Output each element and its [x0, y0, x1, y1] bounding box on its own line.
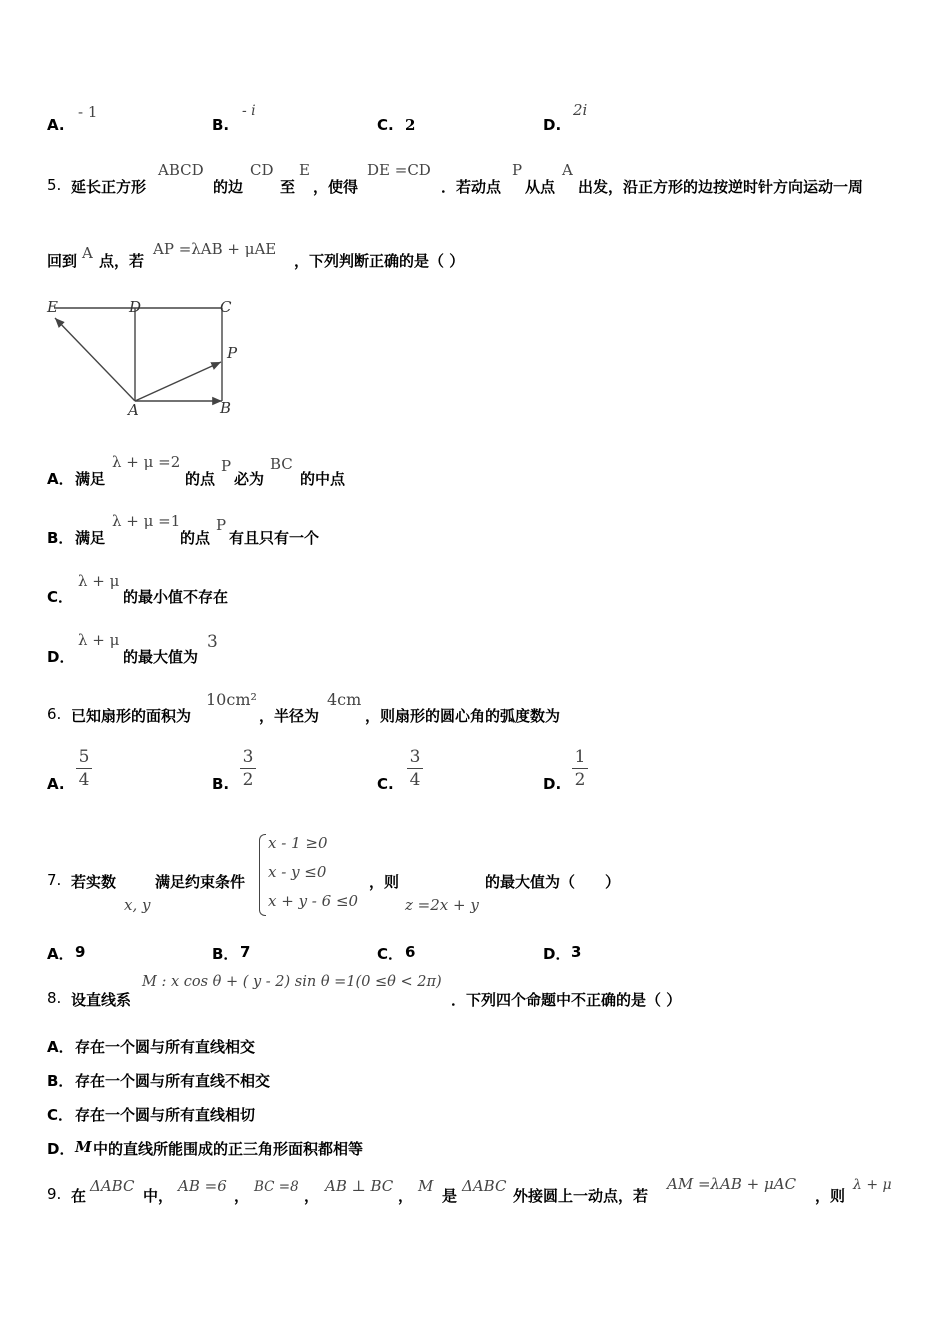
q5-math: A: [562, 161, 573, 179]
q7-math: x, y: [124, 896, 151, 914]
q6-option-b-fraction: [236, 747, 260, 790]
q9-math: AB =6: [178, 1177, 227, 1195]
q5-math: AP =λAB + μAE: [153, 240, 277, 258]
q7-option-a-label: A．: [47, 945, 74, 963]
q5-option-text: 满足: [75, 529, 106, 547]
numerator: 1: [574, 747, 586, 767]
numerator: 3: [242, 747, 254, 767]
q7-option-d-value: 3: [571, 943, 582, 961]
q5-option-c-label: C．: [47, 588, 74, 606]
q5-option-a-label: A．: [47, 470, 74, 488]
q9-text: 外接圆上一动点，若: [513, 1187, 649, 1205]
q9-math: λ + μ: [853, 1177, 892, 1193]
q7-math: z =2x + y: [405, 896, 479, 914]
q7-option-d-label: D．: [543, 945, 571, 963]
q6-text: 已知扇形的面积为: [71, 707, 192, 725]
q7-constraint: x - y ≤0: [268, 863, 327, 881]
q5-math: A: [82, 244, 93, 262]
q4-option-b-value: - i: [242, 103, 256, 119]
q8-option-d-text: 中的直线所能围成的正三角形面积都相等: [93, 1140, 364, 1158]
q4-option-a-label: A.: [47, 116, 65, 134]
q5-option-text: 的点: [180, 529, 211, 547]
q5-option-math: λ + μ: [78, 631, 120, 649]
q8-option-d-m: M: [75, 1138, 92, 1156]
q5-option-text: 的点: [185, 470, 216, 488]
q5-math: CD: [250, 161, 274, 179]
q4-option-d-value: 2i: [573, 101, 588, 119]
q7-option-b-value: 7: [240, 943, 251, 961]
label-p: P: [227, 344, 238, 362]
q5-text: ，下列判断正确的是（ ）: [294, 252, 465, 270]
q6-option-c-label: C.: [377, 775, 394, 793]
q8-option-b-text: 存在一个圆与所有直线不相交: [75, 1072, 271, 1090]
q8-option-b-label: B．: [47, 1072, 74, 1090]
q7-text: ，则: [369, 873, 400, 891]
q8-text: 设直线系: [71, 991, 132, 1009]
q5-text: 从点: [525, 178, 556, 196]
q5-option-math: BC: [270, 455, 293, 473]
denominator: 4: [409, 770, 421, 790]
q6-option-a-label: A.: [47, 775, 65, 793]
q5-text: 点，若: [99, 252, 145, 270]
label-e: E: [47, 298, 58, 316]
q5-text: 出发，沿正方形的边按逆时针方向运动一周: [578, 178, 864, 196]
q5-option-text: 的中点: [300, 470, 346, 488]
q7-number: 7.: [47, 871, 62, 889]
q7-text: 满足约束条件: [155, 873, 246, 891]
q9-math: ΔABC: [462, 1177, 507, 1195]
q5-number: 5.: [47, 176, 62, 194]
q8-math: M : x cos θ + ( y - 2) sin θ =1(0 ≤θ < 2π): [142, 974, 442, 990]
q5-option-math: λ + μ =1: [112, 512, 181, 530]
q9-math: M: [418, 1177, 434, 1195]
q8-option-d-label: D．: [47, 1140, 75, 1158]
q5-option-math: 3: [207, 632, 218, 652]
denominator: 4: [78, 770, 90, 790]
q7-constraint: x - 1 ≥0: [268, 834, 328, 852]
q8-option-a-label: A．: [47, 1038, 74, 1056]
q9-math: AM =λAB + μAC: [667, 1175, 797, 1193]
q6-math: 4cm: [327, 690, 362, 709]
q9-text: ，: [398, 1187, 414, 1205]
q7-option-b-label: B．: [212, 945, 239, 963]
q4-option-a-value: - 1: [78, 103, 98, 121]
q8-number: 8.: [47, 989, 62, 1007]
q6-number: 6.: [47, 705, 62, 723]
q8-option-c-label: C．: [47, 1106, 74, 1124]
q4-option-c-value: 2: [405, 116, 416, 134]
q6-option-c-fraction: [403, 747, 427, 790]
label-c: C: [220, 298, 232, 316]
q7-option-c-value: 6: [405, 943, 416, 961]
q9-text: ，: [304, 1187, 320, 1205]
q5-text: 延长正方形: [71, 178, 147, 196]
q8-option-c-text: 存在一个圆与所有直线相切: [75, 1106, 256, 1124]
q6-option-d-fraction: [568, 747, 592, 790]
q7-option-a-value: 9: [75, 943, 86, 961]
q5-option-text: 的最大值为: [123, 648, 199, 666]
q5-figure: [40, 292, 250, 422]
q5-text: 回到: [47, 252, 78, 270]
q5-option-math: P: [216, 516, 227, 534]
q9-math: BC =8: [254, 1179, 299, 1195]
q5-option-text: 的最小值不存在: [123, 588, 229, 606]
q6-option-d-label: D.: [543, 775, 562, 793]
label-a: A: [128, 401, 139, 419]
q9-text: 在: [71, 1187, 87, 1205]
q9-text: 中，: [143, 1187, 174, 1205]
q9-text: ，: [234, 1187, 250, 1205]
q5-option-text: 满足: [75, 470, 106, 488]
q5-text: ．若动点: [441, 178, 502, 196]
q5-option-math: P: [221, 457, 232, 475]
denominator: 2: [242, 770, 254, 790]
q5-option-math: λ + μ: [78, 572, 120, 590]
q7-text: 的最大值为（ ）: [485, 873, 621, 891]
numerator: 3: [409, 747, 421, 767]
q6-text: ，半径为: [259, 707, 320, 725]
numerator: 5: [78, 747, 90, 767]
q9-math: ΔABC: [90, 1177, 135, 1195]
label-b: B: [220, 399, 232, 417]
q5-math: E: [299, 161, 310, 179]
q9-text: ，则: [815, 1187, 846, 1205]
q5-math: DE =CD: [367, 161, 431, 179]
vector-ap: [135, 362, 221, 401]
q5-option-math: λ + μ =2: [112, 453, 181, 471]
q5-text: 的边: [213, 178, 244, 196]
q4-option-c-label: C.: [377, 116, 394, 134]
q5-text: ，使得: [313, 178, 359, 196]
q9-number: 9.: [47, 1185, 62, 1203]
q9-text: 是: [442, 1187, 458, 1205]
q6-option-b-label: B.: [212, 775, 230, 793]
q4-option-b-label: B.: [212, 116, 230, 134]
constraint-brace: [259, 834, 266, 916]
q4-option-d-label: D.: [543, 116, 562, 134]
q6-math: 10cm²: [206, 690, 257, 709]
q5-math: P: [512, 161, 523, 179]
q6-text: ，则扇形的圆心角的弧度数为: [365, 707, 561, 725]
vector-ae: [55, 318, 135, 401]
q9-math: AB ⊥ BC: [325, 1177, 394, 1195]
q8-text: ．下列四个命题中不正确的是（ ）: [451, 991, 682, 1009]
q6-option-a-fraction: [72, 747, 96, 790]
q7-constraint: x + y - 6 ≤0: [268, 892, 359, 910]
q5-option-text: 有且只有一个: [229, 529, 320, 547]
q7-option-c-label: C．: [377, 945, 404, 963]
q5-option-d-label: D．: [47, 648, 75, 666]
q8-option-a-text: 存在一个圆与所有直线相交: [75, 1038, 256, 1056]
q5-option-b-label: B．: [47, 529, 74, 547]
q5-text: 至: [280, 178, 296, 196]
label-d: D: [129, 298, 142, 316]
q5-option-text: 必为: [234, 470, 265, 488]
q7-text: 若实数: [71, 873, 117, 891]
denominator: 2: [574, 770, 586, 790]
q5-math: ABCD: [158, 161, 204, 179]
